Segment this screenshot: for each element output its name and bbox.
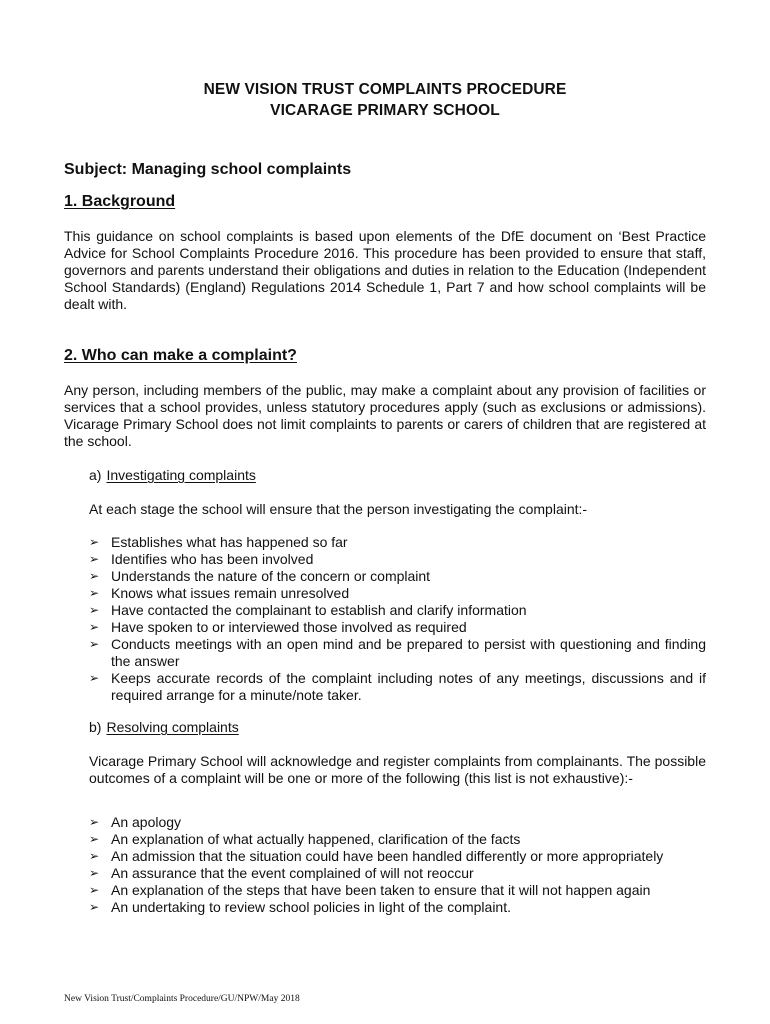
list-item: ➢ Have contacted the complainant to establish and clarify information xyxy=(89,602,527,618)
subsection-a-heading xyxy=(89,467,256,484)
arrow-bullet-icon: ➢ xyxy=(89,569,100,583)
page-footer: New Vision Trust/Complaints Procedure/GU/NPW/May 2018 xyxy=(64,994,300,1004)
list-item: ➢ Have spoken to or interviewed those involved as required xyxy=(89,619,467,635)
subsection-b-marker: b) xyxy=(89,719,102,735)
arrow-bullet-icon: ➢ xyxy=(89,832,100,846)
arrow-bullet-icon: ➢ xyxy=(89,637,100,651)
list-item: ➢ An explanation of the steps that have been taken to ensure that it will not happen again xyxy=(89,882,651,898)
subsection-b-title: Resolving complaints xyxy=(106,719,239,735)
list-item: ➢ An apology xyxy=(89,814,182,830)
list-item: ➢ Understands the nature of the concern or complaint xyxy=(89,568,431,584)
arrow-bullet-icon: ➢ xyxy=(89,815,100,829)
arrow-bullet-icon: ➢ xyxy=(89,603,100,617)
investigation-bullet-list xyxy=(89,534,706,704)
arrow-bullet-icon: ➢ xyxy=(89,535,100,549)
list-item: ➢ Keeps accurate records of the complaint including notes of any meetings, discussions and if required arrange for a minute/note taker. xyxy=(89,670,706,703)
arrow-bullet-icon: ➢ xyxy=(89,849,100,863)
list-item: ➢ An undertaking to review school policies in light of the complaint. xyxy=(89,899,511,915)
document-title-line1: NEW VISION TRUST COMPLAINTS PROCEDURE xyxy=(203,81,567,98)
subsection-b-heading xyxy=(89,719,239,736)
list-item: ➢ An admission that the situation could have been handled differently or more appropriately xyxy=(89,848,664,864)
section2-heading: 2. Who can make a complaint? xyxy=(64,347,297,364)
list-item: ➢ Establishes what has happened so far xyxy=(89,534,348,550)
arrow-bullet-icon: ➢ xyxy=(89,671,100,685)
list-item: ➢ Conducts meetings with an open mind and be prepared to persist with questioning and finding the answer xyxy=(89,636,706,669)
list-item: ➢ An assurance that the event complained of will not reoccur xyxy=(89,865,474,881)
subsection-a-intro: At each stage the school will ensure that the person investigating the complaint:- xyxy=(89,501,588,517)
list-item: ➢ Identifies who has been involved xyxy=(89,551,314,567)
arrow-bullet-icon: ➢ xyxy=(89,586,100,600)
arrow-bullet-icon: ➢ xyxy=(89,883,100,897)
section2-body: Any person, including members of the public, may make a complaint about any provision of facilities or services that a school provides, unless statutory procedures apply (such as exclusions or admissions). Vicarage Primary School does not limit complaints to parents or carers of children that are registered at the school. xyxy=(64,382,706,449)
subsection-a-title: Investigating complaints xyxy=(106,467,256,483)
arrow-bullet-icon: ➢ xyxy=(89,866,100,880)
outcomes-bullet-list xyxy=(89,814,706,916)
arrow-bullet-icon: ➢ xyxy=(89,900,100,914)
subject-heading: Subject: Managing school complaints xyxy=(64,161,352,178)
subsection-a-marker: a) xyxy=(89,467,102,483)
document-title-line2: VICARAGE PRIMARY SCHOOL xyxy=(270,102,500,119)
subsection-b-intro: Vicarage Primary School will acknowledge and register complaints from complainants. The possible outcomes of a complaint will be one or more of the following (this list is not exhaustive):- xyxy=(89,753,706,786)
arrow-bullet-icon: ➢ xyxy=(89,552,100,566)
section1-heading: 1. Background xyxy=(64,193,176,210)
list-item: ➢ Knows what issues remain unresolved xyxy=(89,585,350,601)
section1-body: This guidance on school complaints is based upon elements of the DfE document on ‘Best Practice Advice for School Complaints Procedure 2016. This procedure has been provided to ensure that staff, governors and parents understand their obligations and duties in relation to the Education (Independent School Standards) (England) Regulations 2014 Schedule 1, Part 7 and how school complaints will be dealt with. xyxy=(64,228,706,312)
arrow-bullet-icon: ➢ xyxy=(89,620,100,634)
list-item: ➢ An explanation of what actually happened, clarification of the facts xyxy=(89,831,521,847)
